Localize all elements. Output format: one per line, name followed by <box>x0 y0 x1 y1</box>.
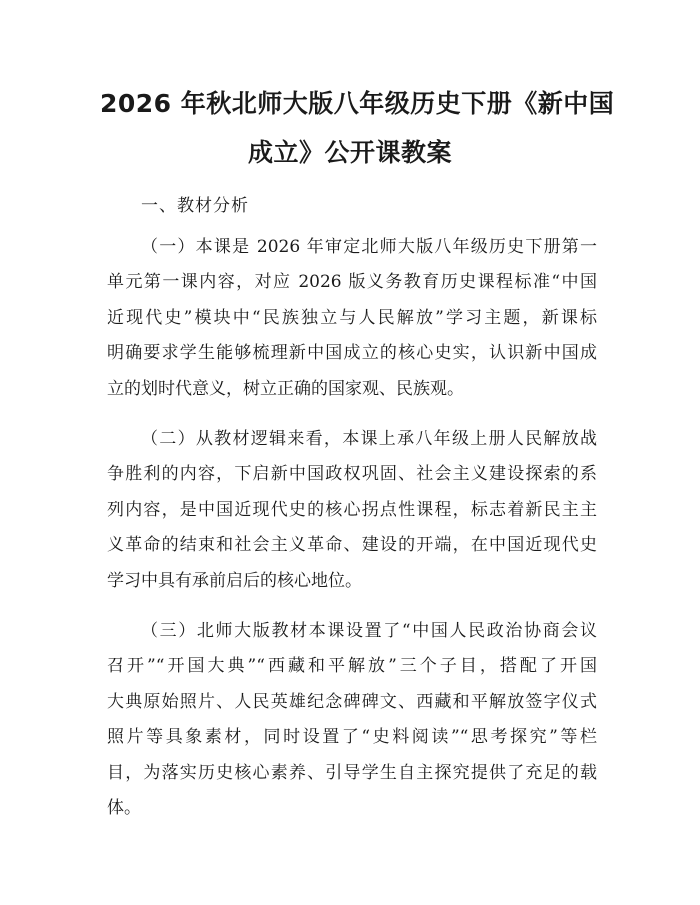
paragraph-2 <box>107 422 597 599</box>
paragraph-line: 争胜利的内容，下启新中国政权巩固、社会主义建设探索的系 <box>107 464 597 485</box>
paragraph-line: （一）本课是 2026 年审定北师大版八年级历史下册第一 <box>141 237 597 257</box>
paragraph-line: 列内容，是中国近现代史的核心拐点性课程，标志着新民主主 <box>107 499 597 520</box>
paragraph-line: 召开”“开国大典”“西藏和平解放”三个子目，搭配了开国 <box>107 656 597 677</box>
paragraph-line: （三）北师大版教材本课设置了“中国人民政治协商会议 <box>141 621 597 641</box>
paragraph-line: 学习中具有承前启后的核心地位。 <box>107 570 362 591</box>
paragraph-1 <box>107 230 597 407</box>
section-heading: 一、教材分析 <box>141 196 249 216</box>
paragraph-line: 单元第一课内容，对应 2026 版义务教育历史课程标准“中国 <box>107 272 597 293</box>
paragraph-line: （二）从教材逻辑来看，本课上承八年级上册人民解放战 <box>141 429 597 449</box>
paragraph-line: 照片等具象素材，同时设置了“史料阅读”“思考探究”等栏 <box>107 727 597 748</box>
paragraph-line: 体。 <box>107 797 141 818</box>
document-title-line-1: 2026 年秋北师大版八年级历史下册《新中国 <box>100 89 615 118</box>
paragraph-line: 义革命的结束和社会主义革命、建设的开端，在中国近现代史 <box>107 535 597 556</box>
document-title-line-2: 成立》公开课教案 <box>247 138 452 167</box>
paragraph-line: 大典原始照片、人民英雄纪念碑碑文、西藏和平解放签字仪式 <box>107 691 597 712</box>
paragraph-3 <box>107 614 597 826</box>
paragraph-line: 立的划时代意义，树立正确的国家观、民族观。 <box>107 378 464 399</box>
paragraph-line: 近现代史”模块中“民族独立与人民解放”学习主题，新课标 <box>107 307 597 328</box>
paragraph-line: 明确要求学生能够梳理新中国成立的核心史实，认识新中国成 <box>107 343 597 364</box>
paragraph-line: 目，为落实历史核心素养、引导学生自主探究提供了充足的载 <box>107 762 597 783</box>
